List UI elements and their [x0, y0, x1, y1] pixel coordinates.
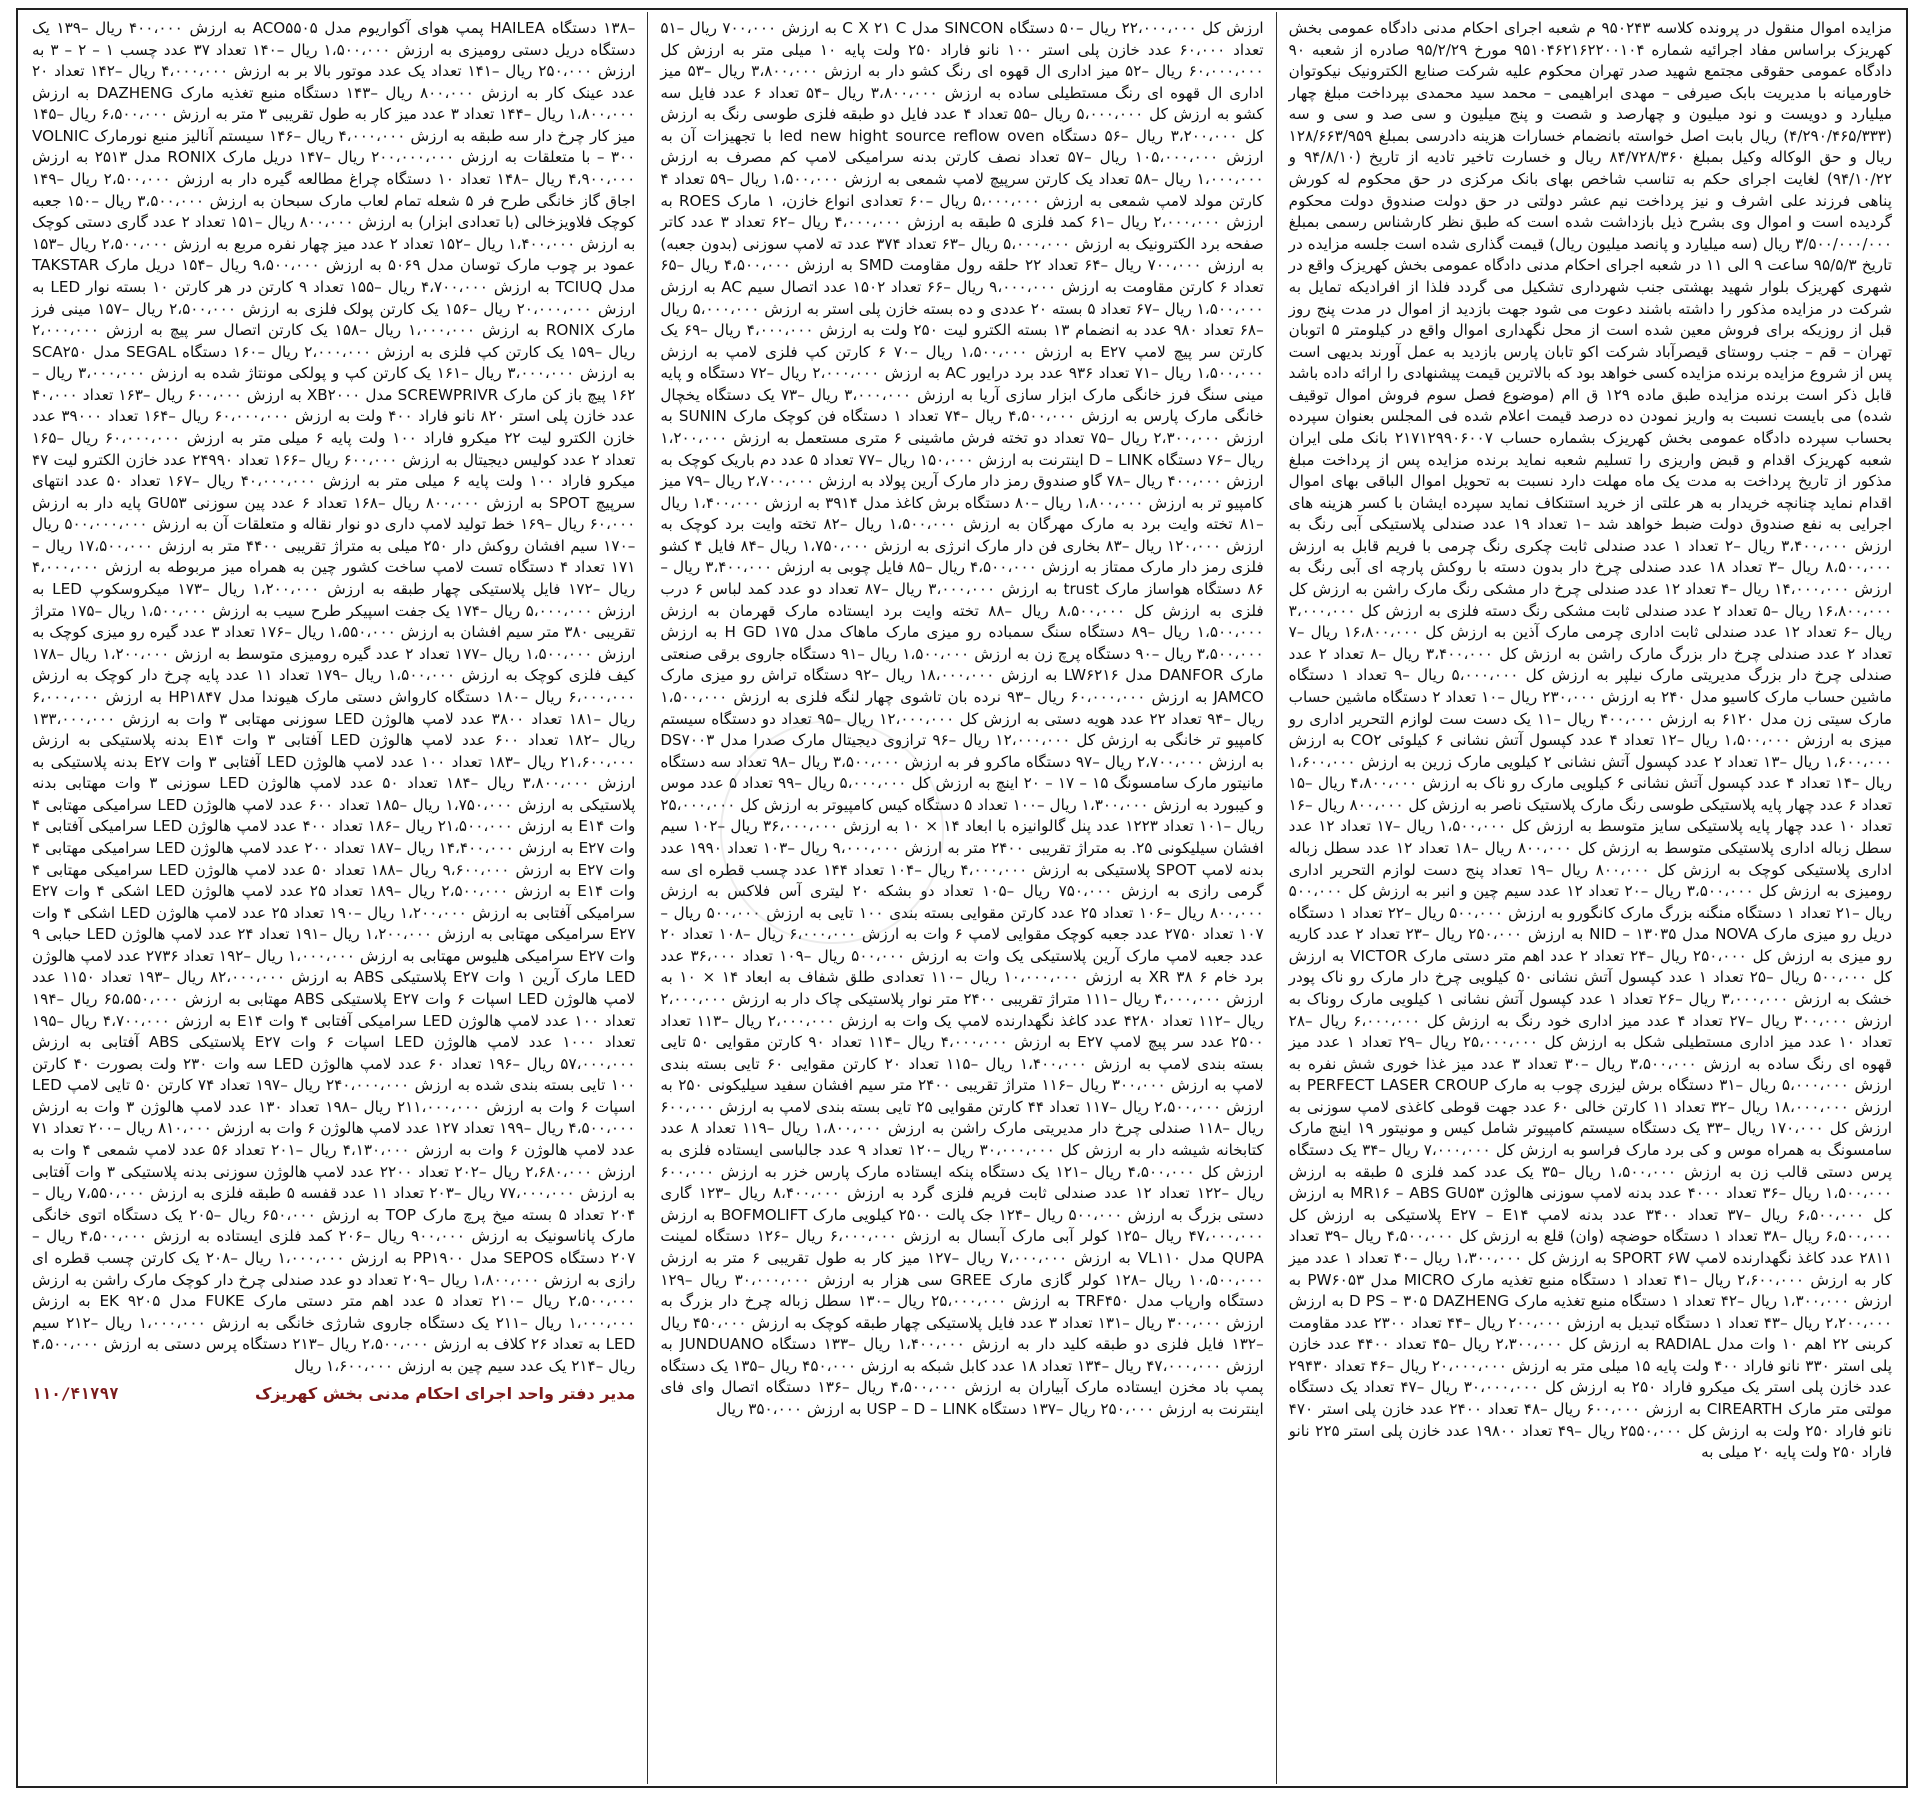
column-right — [1277, 12, 1904, 1784]
column-left — [20, 12, 648, 1784]
column-text: ارزش کل ۲۲،۰۰۰،۰۰۰ ریال –۵۰ دستگاه SINCON مدل C X ۲۱ C به ارزش ۷۰۰،۰۰۰ ریال –۵۱ تعداد ۶۰،۰۰۰ عدد خازن پلی استر ۱۰۰ نانو فاراد ۲۵۰ ولت پایه ۱۰ میلی متر به ارزش کل ۶۰،۰۰۰،۰۰۰ ریال –۵۲ میز اداری ال قهوه ای رنگ کشو دار به ارزش ۳،۸۰۰،۰۰۰ ریال –۵۳ میز اداری ال قهوه ای رنگ مستطیلی ساده به ارزش ۳،۸۰۰،۰۰۰ ریال –۵۴ تعداد ۶ عدد فایل سه کشو به ارزش کل ۵،۰۰۰،۰۰۰ ریال –۵۵ تعداد ۴ عدد فایل دو طبقه فلزی طوسی رنگ به ارزش کل ۳،۲۰۰،۰۰۰ ریال –۵۶ دستگاه led new hight source reflow oven با تجهیزات آن به ارزش ۱۰۵،۰۰۰،۰۰۰ ریال –۵۷ تعداد نصف کارتن بدنه سرامیکی لامپ کم مصرف به ارزش ۱،۰۰۰،۰۰۰ ریال –۵۸ تعداد یک کارتن سرپیچ لامپ شمعی به ارزش ۱،۵۰۰،۰۰۰ ریال –۵۹ تعداد ۴ کارتن مولد لامپ شمعی به ارزش ۵،۰۰۰،۰۰۰ ریال –۶۰ تعدادی انواع خازن، ۱ مارک ROES به ارزش ۲،۰۰۰،۰۰۰ ریال –۶۱ کمد فلزی ۵ طبقه به ارزش ۴،۰۰۰،۰۰۰ ریال –۶۲ تعداد ۳ عدد کاتر صفحه برد الکترونیک به ارزش ۵،۰۰۰،۰۰۰ ریال –۶۳ تعداد ۳۷۴ عدد ته لامپ سوزنی (بدون جعبه) به ارزش ۷۰۰،۰۰۰ ریال –۶۴ تعداد ۲۲ حلقه رول مقاومت SMD به ارزش ۴،۵۰۰،۰۰۰ ریال –۶۵ تعداد ۶ کارتن مقاومت به ارزش ۹،۰۰۰،۰۰۰ ریال –۶۶ تعداد ۱۵۰۲ عدد اتصال سیم AC به ارزش ۱،۵۰۰،۰۰۰ ریال –۶۷ تعداد ۵ بسته ۲۰ عددی و ده بسته خازن پلی استر به ارزش ۵،۰۰۰،۰۰۰ ریال –۶۸ تعداد ۹۸۰ عدد به انضمام ۱۳ بسته الکترو لیت ۲۵۰ ولت به ارزش ۴،۰۰۰،۰۰۰ ریال –۶۹ یک کارتن سر پیچ لامپ E۲۷ به ارزش ۱،۵۰۰،۰۰۰ ریال –۷۰ ۶ کارتن کپ فلزی لامپ به ارزش ۱،۵۰۰،۰۰۰ ریال –۷۱ تعداد ۹۳۶ عدد برد درایور AC به ارزش ۲،۰۰۰،۰۰۰ ریال –۷۲ دستگاه و پایه مینی سنگ فرز خانگی مارک ابزار سازی آریا به ارزش ۳،۰۰۰،۰۰۰ ریال –۷۳ یک دستگاه یخچال خانگی مارک پارس به ارزش ۴،۵۰۰،۰۰۰ ریال –۷۴ تعداد ۱ دستگاه فن کوچک مارک SUNIN به ارزش ۲،۳۰۰،۰۰۰ ریال –۷۵ تعداد دو تخته فرش ماشینی ۶ متری مستعمل به ارزش ۱،۲۰۰،۰۰۰ ریال –۷۶ دستگاه D – LINK اینترنت به ارزش ۱۵۰،۰۰۰ ریال –۷۷ تعداد ۵ عدد دم باریک کوچک به ارزش ۴۰۰،۰۰۰ ریال –۷۸ گاو صندوق رمز دار مارک آرین پولاد به ارزش ۲،۷۰۰،۰۰۰ ریال –۷۹ میز کامپیو تر به ارزش ۱،۸۰۰،۰۰۰ ریال –۸۰ دستگاه برش کاغذ مدل ۳۹۱۴ به ارزش ۱،۴۰۰،۰۰۰ ریال –۸۱ تخته وایت برد به مارک مهرگان به ارزش ۱،۵۰۰،۰۰۰ ریال –۸۲ تخته وایت برد کوچک به ارزش ۱۲۰،۰۰۰ ریال –۸۳ بخاری فن دار مارک انرژی به ارزش ۱،۷۵۰،۰۰۰ ریال –۸۴ فایل ۴ کشو فلزی رمز دار مارک ممتاز به ارزش ۴،۵۰۰،۰۰۰ ریال –۸۵ فایل چوبی به ارزش ۳،۴۰۰،۰۰۰ ریال –۸۶ دستگاه هواساز مارک trust به ارزش ۳،۰۰۰،۰۰۰ ریال –۸۷ تعداد دو عدد کمد لباس ۶ درب فلزی به ارزش کل ۸،۵۰۰،۰۰۰ ریال –۸۸ تخته وایت برد ایستاده مارک قهرمان به ارزش ۱،۵۰۰،۰۰۰ ریال –۸۹ دستگاه سنگ سمباده رو میزی مارک ماهاک مدل H GD ۱۷۵ به ارزش ۳،۵۰۰،۰۰۰ ریال –۹۰ دستگاه پرچ زن به ارزش ۱،۵۰۰،۰۰۰ ریال –۹۱ دستگاه جاروی برقی صنعتی مارک DANFOR مدل LW۶۲۱۶ به ارزش ۱۸،۰۰۰،۰۰۰ ریال –۹۲ دستگاه تراش رو میزی مارک JAMCO به ارزش ۶۰،۰۰۰،۰۰۰ ریال –۹۳ نرده بان تاشوی چهار لنگه فلزی به ارزش ۱،۵۰۰،۰۰۰ ریال –۹۴ تعداد ۲۲ عدد هویه دستی به ارزش کل ۱۲،۰۰۰،۰۰۰ ریال –۹۵ تعداد دو دستگاه سیستم کامپیو تر خانگی به ارزش کل ۱۲،۰۰۰،۰۰۰ ریال –۹۶ ترازوی دیجیتال مارک صدرا مدل DS۷۰۰۳ به ارزش ۲،۷۰۰،۰۰۰ ریال –۹۷ دستگاه ماکرو فر به ارزش ۳،۵۰۰،۰۰۰ ریال –۹۸ تعداد سه دستگاه مانیتور مارک سامسونگ ۱۵ – ۱۷ – ۲۰ اینچ به ارزش کل ۵،۰۰۰،۰۰۰ ریال –۹۹ تعداد ۵ عدد موس و کیبورد به ارزش ۱،۳۰۰،۰۰۰ ریال –۱۰۰ تعداد ۵ دستگاه کیس کامپیوتر به ارزش کل ۲۵،۰۰۰،۰۰۰ ریال –۱۰۱ تعداد ۱۲۲۳ عدد پنل گالوانیزه با ابعاد ۱۴ × ۱۰ به ارزش ۳۶،۰۰۰،۰۰۰ ریال –۱۰۲ سیم افشان سیلیکونی ۲۵. به متراژ تقریبی ۲۴۰۰ متر به ارزش ۹،۰۰۰،۰۰۰ ریال –۱۰۳ تعداد ۱۹۹۰ عدد بدنه لامپ SPOT پلاستیکی به ارزش ۴،۰۰۰،۰۰۰ ریال –۱۰۴ تعداد ۱۴۴ عدد چسب قطره ای سه گرمی رازی به ارزش ۷۵۰،۰۰۰ ریال –۱۰۵ تعداد دو بشکه ۲۰ لیتری آس فلاکس به ارزش ۸۰۰،۰۰۰ ریال –۱۰۶ تعداد ۲۵ عدد کارتن مقوایی بسته بندی ۱۰۰ تایی به ارزش ۵۰۰،۰۰۰ ریال –۱۰۷ تعداد ۲۷۵۰ عدد جعبه کوچک مقوایی لامپ ۶ وات به ارزش ۶،۰۰۰،۰۰۰ ریال –۱۰۸ تعداد ۲۰ عدد جعبه لامپ مارک آرین پلاستیکی یک وات به ارزش ۵۰۰،۰۰۰ ریال –۱۰۹ تعداد ۳۶،۰۰۰ عدد برد خام ۶ XR ۳۸ به ارزش ۱۰،۰۰۰،۰۰۰ ریال –۱۱۰ تعدادی طلق شفاف به ابعاد ۱۴ × ۱۰ به ارزش ۴،۰۰۰،۰۰۰ ریال –۱۱۱ متراژ تقریبی ۲۴۰۰ متر نوار پلاستیکی چاک دار به ارزش ۲،۰۰۰،۰۰۰ ریال –۱۱۲ تعداد ۴۲۸۰ عدد کاغذ نگهدارنده لامپ یک وات به ارزش ۲،۰۰۰،۰۰۰ ریال –۱۱۳ تعداد ۲۵۰۰ عدد سر پیچ لامپ E۲۷ به ارزش ۴،۰۰۰،۰۰۰ ریال –۱۱۴ تعداد ۹۰ کارتن مقوایی ۵۰ تایی بسته بندی لامپ به ارزش ۱،۴۰۰،۰۰۰ ریال –۱۱۵ تعداد ۲۰ کارتن مقوایی ۶۰ تایی بسته بندی لامپ به ارزش ۳۰۰،۰۰۰ ریال –۱۱۶ متراژ تقریبی ۲۴۰۰ متر سیم افشان سفید سیلیکونی ۲۵۰ به ارزش ۲،۵۰۰،۰۰۰ ریال –۱۱۷ تعداد ۴۴ کارتن مقوایی ۲۵ تایی بسته بندی لامپ به ارزش ۶۰۰،۰۰۰ ریال –۱۱۸ صندلی چرخ دار مدیریتی مارک راشن به ارزش ۱،۸۰۰،۰۰۰ ریال –۱۱۹ تعداد ۸ عدد کتابخانه شیشه دار به ارزش کل ۳۰،۰۰۰،۰۰۰ ریال –۱۲۰ تعداد ۹ عدد جالباسی ایستاده فلزی به ارزش کل ۴،۵۰۰،۰۰۰ ریال –۱۲۱ یک دستگاه پنکه ایستاده مارک پارس خزر به ارزش ۶۰۰،۰۰۰ ریال –۱۲۲ تعداد ۱۲ عدد صندلی ثابت فریم فلزی گرد به ارزش ۸،۴۰۰،۰۰۰ ریال –۱۲۳ گاری دستی بزرگ به ارزش ۵۰۰،۰۰۰ ریال –۱۲۴ جک پالت ۲۵۰۰ کیلویی مارک BOFMOLIFT به ارزش ۴۷،۰۰۰،۰۰۰ ریال –۱۲۵ کولر آبی مارک آبسال به ارزش ۶،۰۰۰،۰۰۰ ریال –۱۲۶ دستگاه لمینت QUPA مدل VL۱۱۰ به ارزش ۷،۰۰۰،۰۰۰ ریال –۱۲۷ میز کار به طول تقریبی ۶ متر به ارزش ۱۰،۵۰۰،۰۰۰ ریال –۱۲۸ کولر گازی مارک GREE سی هزار به ارزش ۳۰،۰۰۰،۰۰۰ ریال –۱۲۹ دستگاه وارپاب مدل TRF۴۵۰ به ارزش ۲۵،۰۰۰،۰۰۰ ریال –۱۳۰ سطل زباله چرخ دار بزرگ به ارزش ۳۰۰،۰۰۰ ریال –۱۳۱ تعداد ۳ عدد فایل پلاستیکی چهار طبقه کوچک به ارزش ۴۵۰،۰۰۰ ریال –۱۳۲ فایل فلزی دو طبقه کلید دار به ارزش ۱،۴۰۰،۰۰۰ ریال –۱۳۳ دستگاه JUNDUANO به ارزش ۴۷،۰۰۰،۰۰۰ ریال –۱۳۴ تعداد ۱۸ عدد کابل شبکه به ارزش ۴۵۰،۰۰۰ ریال –۱۳۵ یک دستگاه پمپ باد مخزن ایستاده مارک آبیاران به ارزش ۴،۵۰۰،۰۰۰ ریال –۱۳۶ دستگاه اتصال وای فای اینترنت به ارزش ۲۵۰،۰۰۰ ریال –۱۳۷ دستگاه USP – D – LINK به ارزش ۳۵۰،۰۰۰ ریال — [660, 19, 1264, 1418]
notice-code: ۱۱۰/۴۱۷۹۷ — [32, 1384, 119, 1404]
column-text: –۱۳۸ دستگاه HAILEA پمپ هوای آکواریوم مدل ACO۵۵۰۵ به ارزش ۴۰۰،۰۰۰ ریال –۱۳۹ یک دستگاه دریل دستی رومیزی به ارزش ۱،۵۰۰،۰۰۰ ریال –۱۴۰ تعداد ۳۷ عدد چسب ۱ – ۲ – ۳ به ارزش ۲۵۰،۰۰۰ ریال –۱۴۱ تعداد یک عدد موتور بالا بر به ارزش ۴،۰۰۰،۰۰۰ ریال –۱۴۲ تعداد ۲۰ عدد عینک کار به ارزش ۸۰۰،۰۰۰ ریال –۱۴۳ دستگاه منبع تغذیه مارک DAZHENG به ارزش ۱،۸۰۰،۰۰۰ ریال –۱۴۴ تعداد ۳ عدد میز کار به طول تقریبی ۳ متر به ارزش ۶،۵۰۰،۰۰۰ ریال –۱۴۵ میز کار چرخ دار سه طبقه به ارزش ۴،۰۰۰،۰۰۰ ریال –۱۴۶ سیستم آنالیز منبع نورمارک VOLNIC – ۳۰۰ با متعلقات به ارزش ۲۰۰،۰۰۰،۰۰۰ ریال –۱۴۷ دریل مارک RONIX مدل ۲۵۱۳ به ارزش ۴،۹۰۰،۰۰۰ ریال –۱۴۸ تعداد ۱۰ دستگاه چراغ مطالعه گیره دار به ارزش ۲،۵۰۰،۰۰۰ ریال –۱۴۹ اجاق گاز خانگی طرح فر ۵ شعله تمام لعاب مارک سبحان به ارزش ۳،۵۰۰،۰۰۰ ریال –۱۵۰ جعبه کوچک فلاویزخالی (با تعدادی ابزار) به ارزش ۸۰۰،۰۰۰ ریال –۱۵۱ تعداد ۲ عدد گاری دستی کوچک به ارزش ۱،۴۰۰،۰۰۰ ریال –۱۵۲ تعداد ۲ عدد میز چهار نفره مربع به ارزش ۲،۵۰۰،۰۰۰ ریال –۱۵۳ عمود بر چوب مارک توسان مدل ۵۰۶۹ به ارزش ۹،۵۰۰،۰۰۰ ریال –۱۵۴ دریل مارک TAKSTAR مدل TCIUQ به ارزش ۴،۷۰۰،۰۰۰ ریال –۱۵۵ تعداد ۹ کارتن در هر کارتن ۱۰ بسته نوار LED به ارزش ۲۰،۰۰۰،۰۰۰ ریال –۱۵۶ یک کارتن پولک فلزی به ارزش ۲،۵۰۰،۰۰۰ ریال –۱۵۷ مینی فرز مارک RONIX به ارزش ۱،۰۰۰،۰۰۰ ریال –۱۵۸ یک کارتن اتصال سر پیچ به ارزش ۲،۰۰۰،۰۰۰ ریال –۱۵۹ یک کارتن کپ فلزی به ارزش ۲،۰۰۰،۰۰۰ ریال –۱۶۰ دستگاه SEGAL مدل SCA۲۵۰ به ارزش ۳،۰۰۰،۰۰۰ ریال –۱۶۱ یک کارتن کپ و پولکی مونتاژ شده به ارزش ۳،۰۰۰،۰۰۰ ریال –۱۶۲ پیچ باز کن مارک SCREWPRIVR مدل XB۲۰۰۰ به ارزش ۶۰۰،۰۰۰ ریال –۱۶۳ تعداد ۴۰،۰۰۰ عدد خازن پلی استر ۸۲۰ نانو فاراد ۴۰۰ ولت به ارزش ۶۰،۰۰۰،۰۰۰ ریال –۱۶۴ تعداد ۳۹۰۰۰ عدد خازن الکترو لیت ۲۲ میکرو فاراد ۱۰۰ ولت پایه ۶ میلی متر به ارزش ۶۰،۰۰۰،۰۰۰ ریال –۱۶۵ تعداد ۲ عدد کولیس دیجیتال به ارزش ۶۰۰،۰۰۰ ریال –۱۶۶ تعداد ۲۴۹۹۰ عدد خازن الکترو لیت ۴۷ میکرو فاراد ۱۰۰ ولت پایه ۶ میلی متر به ارزش ۴۰،۰۰۰،۰۰۰ ریال –۱۶۷ تعداد ۵۰ عدد انتهای سرپیچ SPOT به ارزش ۸۰۰،۰۰۰ ریال –۱۶۸ تعداد ۶ عدد پین سوزنی GU۵۳ پایه دار به ارزش ۶۰،۰۰۰ ریال –۱۶۹ خط تولید لامپ داری دو نوار نقاله و متعلقات آن به ارزش ۵۰۰،۰۰۰،۰۰۰ ریال –۱۷۰ سیم افشان روکش دار ۲۵۰ میلی به متراژ تقریبی ۴۴۰۰ متر به ارزش ۱۷،۵۰۰،۰۰۰ ریال –۱۷۱ تعداد ۴ دستگاه تست لامپ ساخت کشور چین به همراه میز مربوطه به ارزش ۴،۰۰۰،۰۰۰ ریال –۱۷۲ فایل پلاستیکی چهار طبقه به ارزش ۱،۲۰۰،۰۰۰ ریال –۱۷۳ میکروسکوپ LED به ارزش ۵،۰۰۰،۰۰۰ ریال –۱۷۴ یک جفت اسپیکر طرح سیب به ارزش ۱،۵۰۰،۰۰۰ ریال –۱۷۵ متراژ تقریبی ۳۸۰ متر سیم افشان به ارزش ۱،۵۵۰،۰۰۰ ریال –۱۷۶ تعداد ۳ عدد گیره رو میزی کوچک به ارزش ۱،۵۰۰،۰۰۰ ریال –۱۷۷ تعداد ۲ عدد گیره رومیزی متوسط به ارزش ۱،۲۰۰،۰۰۰ ریال –۱۷۸ کیف فلزی کوچک به ارزش ۱،۵۰۰،۰۰۰ ریال –۱۷۹ تعداد ۱۱ عدد پایه چرخ دار کوچک به ارزش ۶،۰۰۰،۰۰۰ ریال –۱۸۰ دستگاه کارواش دستی مارک هیوندا مدل HP۱۸۴۷ به ارزش ۶،۰۰۰،۰۰۰ ریال –۱۸۱ تعداد ۳۸۰۰ عدد لامپ هالوژن LED سوزنی مهتابی ۳ وات به ارزش ۱۳۳،۰۰۰،۰۰۰ ریال –۱۸۲ تعداد ۶۰۰ عدد لامپ هالوژن LED آفتابی ۳ وات E۱۴ بدنه پلاستیکی به ارزش ۲۱،۶۰۰،۰۰۰ ریال –۱۸۳ تعداد ۱۰۰ عدد لامپ هالوژن LED آفتابی ۳ وات E۲۷ بدنه پلاستیکی به ارزش ۳،۸۰۰،۰۰۰ ریال –۱۸۴ تعداد ۵۰ عدد لامپ هالوژن LED سوزنی ۳ وات مهتابی بدنه پلاستیکی به ارزش ۱،۷۵۰،۰۰۰ ریال –۱۸۵ تعداد ۶۰۰ عدد لامپ هالوژن LED سرامیکی مهتابی ۴ وات E۱۴ به ارزش ۲۱،۵۰۰،۰۰۰ ریال –۱۸۶ تعداد ۴۰۰ عدد لامپ هالوژن LED سرامیکی آفتابی ۴ وات E۲۷ به ارزش ۱۴،۴۰۰،۰۰۰ ریال –۱۸۷ تعداد ۲۰۰ عدد لامپ هالوژن LED سرامیکی مهتابی ۴ وات E۲۷ به ارزش ۹،۶۰۰،۰۰۰ ریال –۱۸۸ تعداد ۵۰ عدد لامپ هالوژن LED سرامیکی مهتابی ۴ وات E۱۴ به ارزش ۲،۵۰۰،۰۰۰ ریال –۱۸۹ تعداد ۲۵ عدد لامپ هالوژن LED اشکی ۴ وات E۲۷ سرامیکی آفتابی به ارزش ۱،۲۰۰،۰۰۰ ریال –۱۹۰ تعداد ۲۵ عدد لامپ هالوژن LED اشکی ۴ وات E۲۷ سرامیکی مهتابی به ارزش ۱،۲۰۰،۰۰۰ ریال –۱۹۱ تعداد ۲۴ عدد لامپ هالوژن LED حبابی ۹ وات E۲۷ سرامیکی هلیوس مهتابی به ارزش ۱،۰۰۰،۰۰۰ ریال –۱۹۲ تعداد ۲۷۳۶ عدد لامپ هالوژن LED مارک آرین ۱ وات E۲۷ پلاستیکی ABS به ارزش ۸۲،۰۰۰،۰۰۰ ریال –۱۹۳ تعداد ۱۱۵۰ عدد لامپ هالوژن LED اسپات ۶ وات E۲۷ پلاستیکی ABS مهتابی به ارزش ۶۵،۵۵۰،۰۰۰ ریال –۱۹۴ تعداد ۱۰۰ عدد لامپ هالوژن LED سرامیکی آفتابی ۴ وات E۱۴ به ارزش ۴،۷۰۰،۰۰۰ ریال –۱۹۵ تعداد ۱۰۰۰ عدد لامپ هالوژن LED اسپات ۶ وات E۲۷ پلاستیکی ABS آفتابی به ارزش ۵۷،۰۰۰،۰۰۰ ریال –۱۹۶ تعداد ۶۰ عدد لامپ هالوژن LED سه وات ۲۳۰ ولت بصورت ۴۰ کارتن ۱۰۰ تایی بسته بندی شده به ارزش ۲۴۰،۰۰۰،۰۰۰ ریال –۱۹۷ تعداد ۷۴ کارتن ۵۰ تایی لامپ LED اسپات ۶ وات به ارزش ۲۱۱،۰۰۰،۰۰۰ ریال –۱۹۸ تعداد ۱۳۰ عدد لامپ هالوژن ۳ وات به ارزش ۴،۵۰۰،۰۰۰ ریال –۱۹۹ تعداد ۱۲۷ عدد لامپ هالوژن ۶ وات به ارزش ۸۱۰،۰۰۰ ریال –۲۰۰ تعداد ۷۱ عدد لامپ هالوژن ۶ وات به ارزش ۴،۱۳۰،۰۰۰ ریال –۲۰۱ تعداد ۵۶ عدد لامپ شمعی ۴ وات به ارزش ۲،۶۸۰،۰۰۰ ریال –۲۰۲ تعداد ۲۲۰۰ عدد لامپ هالوژن سوزنی بدنه پلاستیکی ۳ وات آفتابی به ارزش ۷۷،۰۰۰،۰۰۰ ریال –۲۰۳ تعداد ۱۱ عدد قفسه ۵ طبقه فلزی به ارزش ۷،۵۵۰،۰۰۰ ریال –۲۰۴ تعداد ۵ بسته میخ پرچ مارک TOP به ارزش ۶۵۰،۰۰۰ ریال –۲۰۵ یک دستگاه اتوی خانگی مارک پاناسونیک به ارزش ۹۰۰،۰۰۰ ریال –۲۰۶ کمد فلزی ایستاده به ارزش ۴،۵۰۰،۰۰۰ ریال –۲۰۷ دستگاه SEPOS مدل PP۱۹۰۰ به ارزش ۱،۰۰۰،۰۰۰ ریال –۲۰۸ یک کارتن چسب قطره ای رازی به ارزش ۱،۸۰۰،۰۰۰ ریال –۲۰۹ تعداد دو عدد صندلی چرخ دار کوچک مارک راشن به ارزش ۲،۵۰۰،۰۰۰ ریال –۲۱۰ تعداد ۵ عدد اهم متر دستی مارک FUKE مدل EK ۹۲۰۵ به ارزش ۱،۰۰۰،۰۰۰ ریال –۲۱۱ یک دستگاه جاروی شارژی خانگی به ارزش ۱،۰۰۰،۰۰۰ ریال –۲۱۲ سیم LED به تعداد ۲۶ کلاف به ارزش ۲،۵۰۰،۰۰۰ ریال –۲۱۳ دستگاه پرس دستی به ارزش ۴،۵۰۰،۰۰۰ ریال –۲۱۴ یک عدد سیم چین به ارزش ۱،۶۰۰،۰۰۰ ریال — [32, 19, 636, 1375]
notice-footer — [32, 1383, 635, 1406]
column-text: مزایده اموال منقول در پرونده کلاسه ۹۵۰۲۴۳ م شعبه اجرای احکام مدنی دادگاه عمومی بخش کهریزک براساس مفاد اجرائیه شماره ۹۵۱۰۴۶۲۱۶۲۲۰۰۱۰۴ مورخ ۹۵/۲/۲۹ صادره از شعبه ۹۰ دادگاه عمومی حقوقی مجتمع شهید صدر تهران محکوم علیه شرکت صنایع الکترونیک نیکوتوان خاورمیانه با مدیریت بابک صیرفی – مهدی ابراهیمی – محمد سید محمدی بپرداخت مبلغ چهار میلیارد و دویست و نود میلیون و چهارصد و شصت و پنج میلیون و سی صد و سی و سه (۴/۲۹۰/۴۶۵/۳۳۳) ریال بابت اصل خواسته بانضمام خسارات هزینه دادرسی بمبلغ ۱۲۸/۶۶۳/۹۵۹ ریال و حق الوکاله وکیل بمبلغ ۸۴/۷۲۸/۳۶۰ ریال و خسارت تاخیر تادیه از تاریخ (۹۴/۸/۱۰ و ۹۴/۱۰/۲۲) لغایت اجرای حکم به تناسب شاخص بهای بانک مرکزی در حق محکوم له کورش پناهی فرزند علی اشرف و نیز پرداخت نیم عشر دولتی در حق دولت صندوق دولت محکوم گردیده است و اموال وی بشرح ذیل بازداشت شده است که طبق نظر کارشناس رسمی بمبلغ ۳/۵۰۰/۰۰۰/۰۰۰ ریال (سه میلیارد و پانصد میلیون ریال) قیمت گذاری شده است جلسه مزایده در تاریخ ۹۵/۵/۳ ساعت ۹ الی ۱۱ در شعبه اجرای احکام مدنی دادگاه عمومی بخش کهریزک واقع در شهری کهریزک بلوار شهید بهشتی جنب شهرداری تشکیل می گردد فلذا از افرادیکه تمایل به شرکت در مزایده مذکور را داشته باشند دعوت می شود جهت بازدید از اموال در مدت پنج روز قبل از روزیکه برای فروش معین شده است از محل نگهداری اموال واقع در کیلومتر ۵ اتوبان تهران – قم – جنب روستای قیصرآباد شرکت اکو تابان پارس بازدید به عمل آورند بدیهی است پس از شروع مزایده برنده مزایده کسی خواهد بود که بالاترین قیمت پیشنهادی را ارائه داده باشد قابل ذکر است برنده مزایده طبق ماده ۱۲۹ ق اام (موضوع فصل سوم فروش اموال توقیف شده) می بایست نسبت به واریز نمودن ده درصد قیمت اعلام شده فی المجلس بعنوان سپرده بحساب سپرده دادگاه عمومی بخش کهریزک بشماره حساب ۲۱۷۱۲۹۹۰۶۰۰۷ بانک ملی ایران شعبه کهریزک اقدام و قبض واریزی را تسلیم شعبه نماید برنده مزایده پس از پرداخت مبلغ مذکور از تاریخ پرداخت به مدت یک ماه مهلت دارد نسبت به تحویل اموال الباقی بهای اموال اقدام نماید چنانچه خریدار به هر علتی از خرید استنکاف نماید سپرده ایشان با کسر هزینه های اجرایی به نفع صندوق دولت ضبط خواهد شد –۱ تعداد ۱۹ عدد صندلی پلاستیکی آبی رنگ به ارزش ۳،۴۰۰،۰۰۰ ریال –۲ تعداد ۱ عدد صندلی ثابت چکری رنگ چرمی با فریم قابل به ارزش ۸،۵۰۰،۰۰۰ ریال –۳ تعداد ۱۸ عدد صندلی چرخ دار بدون دسته با روکش پارچه ای آبی رنگ به ارزش ۱۴،۰۰۰،۰۰۰ ریال –۴ تعداد ۱۲ عدد صندلی چرخ دار مشکی رنگ مارک راشن به ارزش کل ۱۶،۸۰۰،۰۰۰ ریال –۵ تعداد ۲ عدد صندلی ثابت مشکی رنگ دسته فلزی به ارزش کل ۳،۰۰۰،۰۰۰ ریال –۶ تعداد ۱۲ عدد صندلی ثابت اداری چرمی مارک آذین به ارزش کل ۱۶،۸۰۰،۰۰۰ ریال –۷ تعداد ۲ عدد صندلی چرخ دار بزرگ مارک راشن به ارزش کل ۳،۴۰۰،۰۰۰ ریال –۸ تعداد ۲ عدد صندلی چرخ دار بزرگ مدیریتی مارک نیلپر به ارزش کل ۵،۰۰۰،۰۰۰ ریال –۹ تعداد ۱ دستگاه ماشین حساب مارک کاسیو مدل ۲۴۰ به ارزش ۲۳۰،۰۰۰ ریال –۱۰ تعداد ۲ دستگاه ماشین حساب مارک سیتی زن مدل ۶۱۲۰ به ارزش ۴۰۰،۰۰۰ ریال –۱۱ یک دست ست لوازم التحریر اداری رو میزی به ارزش ۱،۵۰۰،۰۰۰ ریال –۱۲ تعداد ۴ عدد کپسول آتش نشانی ۶ کیلوئی CO۲ به ارزش ۱،۶۰۰،۰۰۰ ریال –۱۳ تعداد ۲ عدد کپسول آتش نشانی ۲ کیلویی مارک زرین به ارزش ۱،۶۰۰،۰۰۰ ریال –۱۴ تعداد ۴ عدد کپسول آتش نشانی ۶ کیلویی مارک رو ناک به ارزش ۴،۸۰۰،۰۰۰ ریال –۱۵ تعداد ۶ عدد چهار پایه پلاستیکی طوسی رنگ مارک پلاستیک ناصر به ارزش کل ۸۰۰،۰۰۰ ریال –۱۶ تعداد ۱۰ عدد چهار پایه پلاستیکی سایز متوسط به ارزش کل ۱،۵۰۰،۰۰۰ ریال –۱۷ تعداد ۱۲ عدد سطل زباله اداری پلاستیکی متوسط به ارزش کل ۸۰۰،۰۰۰ ریال –۱۸ تعداد ۱۲ عدد سطل زباله اداری پلاستیکی کوچک به ارزش کل ۸۰۰،۰۰۰ ریال –۱۹ تعداد پنج دست لوازم التحریر اداری رومیزی به ارزش کل ۳،۵۰۰،۰۰۰ ریال –۲۰ تعداد ۱۲ عدد سیم چین و انبر به ارزش کل ۵۰۰،۰۰۰ ریال –۲۱ تعداد ۱ دستگاه منگنه بزرگ مارک کانگورو به ارزش ۵۰۰،۰۰۰ ریال –۲۲ تعداد ۱ دستگاه دریل رو میزی مارک NOVA مدل NID – ۱۳۰۳۵ به ارزش ۲۵۰،۰۰۰ ریال –۲۳ تعداد ۲ عدد کاریه رو میزی به ارزش کل ۲۵۰،۰۰۰ ریال –۲۴ تعداد ۲ عدد اهم متر دستی مارک VICTOR به ارزش کل ۵۰۰،۰۰۰ ریال –۲۵ تعداد ۱ عدد کپسول آتش نشانی ۵۰ کیلویی چرخ دار مارک رو ناک پودر خشک به ارزش ۳،۰۰۰،۰۰۰ ریال –۲۶ تعداد ۱ عدد کپسول آتش نشانی ۱ کیلویی مارک روناک به ارزش ۳۰۰،۰۰۰ ریال –۲۷ تعداد ۴ عدد میز اداری خود رنگ به ارزش کل ۶،۰۰۰،۰۰۰ ریال –۲۸ تعداد ۱۰ عدد میز اداری مستطیلی شکل به ارزش کل ۲۵،۰۰۰،۰۰۰ ریال –۲۹ تعداد ۱ عدد میز قهوه ای رنگ ساده به ارزش ۳،۵۰۰،۰۰۰ ریال –۳۰ تعداد ۳ عدد میز غذا خوری شش نفره به ارزش ۵،۰۰۰،۰۰۰ ریال –۳۱ دستگاه برش لیزری چوب به مارک PERFECT LASER CROUP به ارزش ۱۸،۰۰۰،۰۰۰ ریال –۳۲ تعداد ۱۱ کارتن خالی ۶۰ عدد جهت قوطی کاغذی لامپ سوزنی به ارزش کل ۱۷۰،۰۰۰ ریال –۳۳ یک دستگاه سیستم کامپیوتر شامل کیس و مونیتور ۱۹ اینچ مارک سامسونگ به همراه موس و کی برد مارک فراسو به ارزش کل ۷،۰۰۰،۰۰۰ ریال –۳۴ یک دستگاه پرس دستی قالب زن به ارزش ۱،۵۰۰،۰۰۰ ریال –۳۵ یک عدد کمد فلزی ۵ طبقه به ارزش ۱،۵۰۰،۰۰۰ ریال –۳۶ تعداد ۴۰۰۰ عدد بدنه لامپ سوزنی هالوژن MR۱۶ – ABS GU۵۳ به ارزش کل ۶،۵۰۰،۰۰۰ ریال –۳۷ تعداد ۳۴۰۰ عدد بدنه لامپ E۲۷ – E۱۴ پلاستیکی به ارزش کل ۶،۵۰۰،۰۰۰ ریال –۳۸ تعداد ۱ دستگاه حوضچه (وان) قلع به ارزش کل ۴،۵۰۰،۰۰۰ ریال –۳۹ تعداد ۲۸۱۱ عدد کاغذ نگهدارنده لامپ SPORT ۶W به ارزش کل ۱،۳۰۰،۰۰۰ ریال –۴۰ تعداد ۱ عدد میز کار به ارزش ۲،۶۰۰،۰۰۰ ریال –۴۱ تعداد ۱ دستگاه منبع تغذیه مارک MICRO مدل PW۶۰۵۳ به ارزش ۱،۳۰۰،۰۰۰ ریال –۴۲ تعداد ۱ دستگاه منبع تغذیه مارک D PS – ۳۰۵ DAZHENG به ارزش ۲،۲۰۰،۰۰۰ ریال –۴۳ تعداد ۱ دستگاه تبدیل به ارزش ۲۰۰،۰۰۰ ریال –۴۴ تعداد ۲۳۰۰ عدد مقاومت کربنی ۲۲ اهم ۱۰ وات مدل RADIAL به ارزش کل ۲،۳۰۰،۰۰۰ ریال –۴۵ تعداد ۴۴۰۰ عدد خازن پلی استر ۳۳۰ نانو فاراد ۴۰۰ ولت پایه ۱۵ میلی متر به ارزش ۲۰،۰۰۰،۰۰۰ ریال –۴۶ تعداد ۲۹۴۳۰ عدد خازن پلی استر یک میکرو فاراد ۲۵۰ به ارزش کل ۳۰،۰۰۰،۰۰۰ ریال –۴۷ تعداد یک دستگاه مولتی متر مارک CIREARTH به ارزش ۶۰۰،۰۰۰ ریال –۴۸ تعداد ۲۴۰۰ عدد خازن پلی استر ۴۷۰ نانو فاراد ۲۵۰ ولت به ارزش کل ۲۵۵۰،۰۰۰ ریال –۴۹ تعداد ۱۹۸۰۰ عدد خازن پلی استر ۲۲۵ نانو فاراد ۲۵۰ ولت پایه ۲۰ میلی به — [1288, 19, 1893, 1462]
auction-notice — [20, 12, 1904, 1784]
column-middle — [648, 12, 1276, 1784]
signature-line: مدیر دفتر واحد اجرای احکام مدنی بخش کهریزک — [255, 1384, 636, 1404]
